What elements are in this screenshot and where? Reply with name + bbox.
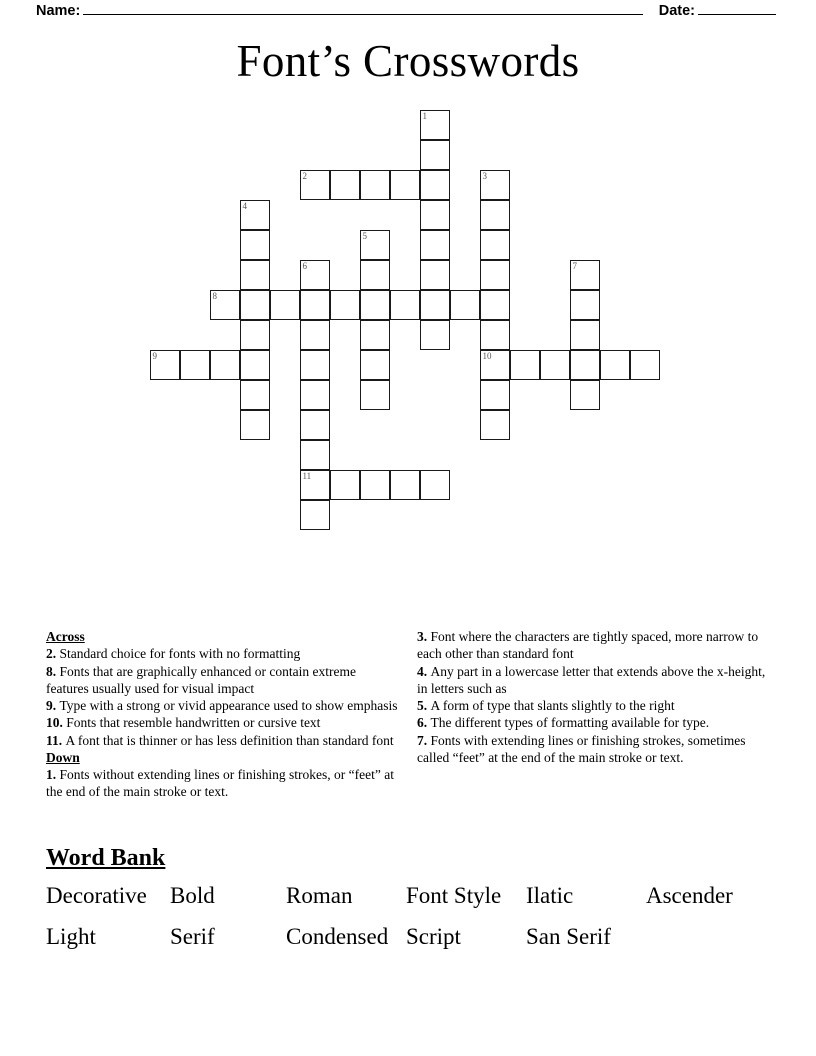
- clues-right-column: [417, 628, 770, 801]
- clue-number: 1.: [46, 767, 60, 783]
- word-bank-word[interactable]: Decorative: [46, 883, 147, 908]
- cw-cell[interactable]: [360, 380, 390, 410]
- cw-cell-numbered-9[interactable]: [150, 350, 180, 380]
- cw-cell[interactable]: [240, 350, 270, 380]
- down-clue: [46, 766, 399, 801]
- cw-cell-number: 5: [362, 231, 367, 241]
- clue-text: Fonts without extending lines or finishing strokes, or “feet” at the end of the main stroke or text.: [46, 767, 394, 800]
- word-bank-word[interactable]: San Serif: [526, 923, 611, 949]
- cw-cell[interactable]: [210, 350, 240, 380]
- cw-cell-number: 7: [572, 261, 577, 271]
- clue-text: A font that is thinner or has less definition than standard font: [65, 732, 394, 748]
- cw-cell-numbered-1[interactable]: [420, 110, 450, 140]
- word-bank-empty: [646, 921, 786, 954]
- cw-cell-numbered-2[interactable]: [300, 170, 330, 200]
- across-clue: [46, 697, 399, 714]
- cw-cell-numbered-10[interactable]: [480, 350, 510, 380]
- cw-cell[interactable]: [480, 200, 510, 230]
- cw-cell-numbered-11[interactable]: [300, 470, 330, 500]
- cw-cell-number: 11: [302, 471, 312, 481]
- clues-section: [46, 628, 770, 801]
- across-clue: [46, 663, 399, 698]
- down-clue-list-right: [417, 628, 770, 766]
- down-heading: Down: [46, 749, 80, 765]
- cw-cell[interactable]: [330, 470, 360, 500]
- cw-cell[interactable]: [240, 260, 270, 290]
- cw-cell[interactable]: [540, 350, 570, 380]
- clue-text: Standard choice for fonts with no formatting: [59, 646, 301, 662]
- cw-cell[interactable]: [180, 350, 210, 380]
- cw-cell[interactable]: [480, 320, 510, 350]
- cw-cell[interactable]: [570, 320, 600, 350]
- page-title: Font’s Crosswords: [236, 36, 580, 86]
- cw-cell[interactable]: [360, 470, 390, 500]
- cw-cell[interactable]: [420, 290, 450, 320]
- word-bank-list: [46, 880, 786, 953]
- cw-cell[interactable]: [420, 320, 450, 350]
- cw-cell[interactable]: [270, 290, 300, 320]
- cw-cell[interactable]: [240, 380, 270, 410]
- clue-text: Fonts that are graphically enhanced or contain extreme features usually used for visual impact: [46, 663, 357, 696]
- cw-cell-number: 3: [482, 171, 487, 181]
- clue-text: A form of type that slants slightly to the right: [430, 698, 675, 714]
- cw-cell[interactable]: [420, 140, 450, 170]
- down-clue: [417, 697, 770, 714]
- date-label: Date:: [658, 3, 695, 19]
- cw-cell[interactable]: [240, 410, 270, 440]
- cw-cell[interactable]: [300, 410, 330, 440]
- cw-cell[interactable]: [420, 230, 450, 260]
- cw-cell-number: 9: [152, 351, 157, 361]
- cw-cell[interactable]: [300, 500, 330, 530]
- cw-cell[interactable]: [390, 470, 420, 500]
- clue-number: 8.: [46, 663, 60, 679]
- clue-number: 2.: [46, 646, 60, 662]
- cw-cell-number: 8: [212, 291, 217, 301]
- cw-cell-numbered-3[interactable]: [480, 170, 510, 200]
- word-bank-word[interactable]: Script: [406, 923, 461, 949]
- clue-number: 7.: [417, 732, 431, 748]
- clue-number: 3.: [417, 629, 431, 644]
- cw-cell[interactable]: [600, 350, 630, 380]
- down-clue: [417, 714, 770, 731]
- cw-cell[interactable]: [630, 350, 660, 380]
- cw-cell[interactable]: [240, 320, 270, 350]
- down-clue: [417, 663, 770, 698]
- word-bank-word[interactable]: Roman: [286, 883, 353, 908]
- cw-cell[interactable]: [390, 170, 420, 200]
- word-bank-heading: Word Bank: [46, 845, 166, 871]
- cw-cell[interactable]: [360, 350, 390, 380]
- cw-cell[interactable]: [360, 260, 390, 290]
- cw-cell[interactable]: [420, 170, 450, 200]
- clue-number: 11.: [46, 732, 66, 748]
- clue-text: Any part in a lowercase letter that extends above the x-height, in letters such as: [417, 663, 766, 696]
- cw-cell[interactable]: [300, 320, 330, 350]
- cw-cell[interactable]: [240, 290, 270, 320]
- clue-number: 9.: [46, 698, 60, 714]
- clue-text: The different types of formatting available for type.: [430, 715, 710, 731]
- word-bank-word[interactable]: Ilatic: [526, 883, 574, 908]
- cw-cell-number: 2: [302, 171, 307, 181]
- cw-cell[interactable]: [360, 170, 390, 200]
- cw-cell[interactable]: [480, 290, 510, 320]
- clue-number: 4.: [417, 663, 431, 679]
- cw-cell[interactable]: [360, 320, 390, 350]
- clue-text: Font where the characters are tightly spaced, more narrow to each other than standard font: [417, 629, 759, 662]
- across-clue: [46, 714, 399, 731]
- cw-cell-number: 4: [242, 201, 247, 211]
- word-bank-word[interactable]: Font Style: [406, 883, 502, 908]
- cw-cell-numbered-6[interactable]: [300, 260, 330, 290]
- cw-cell-number: 6: [302, 261, 307, 271]
- cw-cell[interactable]: [420, 200, 450, 230]
- cw-cell[interactable]: [330, 290, 360, 320]
- down-clue-list-left: [46, 766, 399, 801]
- down-clue: [417, 732, 770, 767]
- cw-cell[interactable]: [420, 470, 450, 500]
- clue-number: 5.: [417, 698, 431, 714]
- clue-number: 10.: [46, 715, 67, 731]
- cw-cell[interactable]: [450, 290, 480, 320]
- word-bank-word[interactable]: Ascender: [646, 883, 733, 908]
- cw-cell-numbered-4[interactable]: [240, 200, 270, 230]
- cw-cell[interactable]: [570, 290, 600, 320]
- word-bank-word[interactable]: Serif: [170, 923, 215, 949]
- cw-cell-number: 1: [422, 111, 427, 121]
- cw-cell[interactable]: [390, 290, 420, 320]
- cw-cell[interactable]: [570, 380, 600, 410]
- cw-cell-numbered-8[interactable]: [210, 290, 240, 320]
- cw-cell[interactable]: [300, 440, 330, 470]
- cw-cell-number: 10: [482, 351, 492, 361]
- across-clue: [46, 645, 399, 662]
- word-bank-word[interactable]: Bold: [170, 883, 215, 908]
- name-label: Name:: [36, 3, 81, 19]
- cw-cell[interactable]: [570, 350, 600, 380]
- clue-number: 6.: [417, 715, 431, 731]
- cw-cell[interactable]: [480, 260, 510, 290]
- across-clue: [46, 732, 399, 749]
- cw-cell[interactable]: [420, 260, 450, 290]
- cw-cell[interactable]: [300, 350, 330, 380]
- cw-cell[interactable]: [480, 410, 510, 440]
- cw-cell-numbered-7[interactable]: [570, 260, 600, 290]
- word-bank-word[interactable]: Condensed: [286, 923, 389, 949]
- cw-cell[interactable]: [300, 380, 330, 410]
- cw-cell[interactable]: [330, 170, 360, 200]
- cw-cell[interactable]: [480, 380, 510, 410]
- cw-cell[interactable]: [360, 290, 390, 320]
- word-bank-word[interactable]: Light: [46, 923, 96, 949]
- down-clue: [417, 628, 770, 663]
- clue-text: Fonts that resemble handwritten or cursive text: [66, 715, 321, 731]
- across-heading: Across: [46, 629, 85, 644]
- clue-text: Fonts with extending lines or finishing strokes, sometimes called “feet” at the end of the main stroke or text.: [417, 732, 746, 765]
- cw-cell[interactable]: [480, 230, 510, 260]
- clue-text: Type with a strong or vivid appearance used to show emphasis: [59, 698, 398, 714]
- across-clue-list: [46, 645, 399, 749]
- cw-cell[interactable]: [300, 290, 330, 320]
- cw-cell[interactable]: [510, 350, 540, 380]
- cw-cell[interactable]: [240, 230, 270, 260]
- cw-cell-numbered-5[interactable]: [360, 230, 390, 260]
- clues-left-column: [46, 628, 399, 801]
